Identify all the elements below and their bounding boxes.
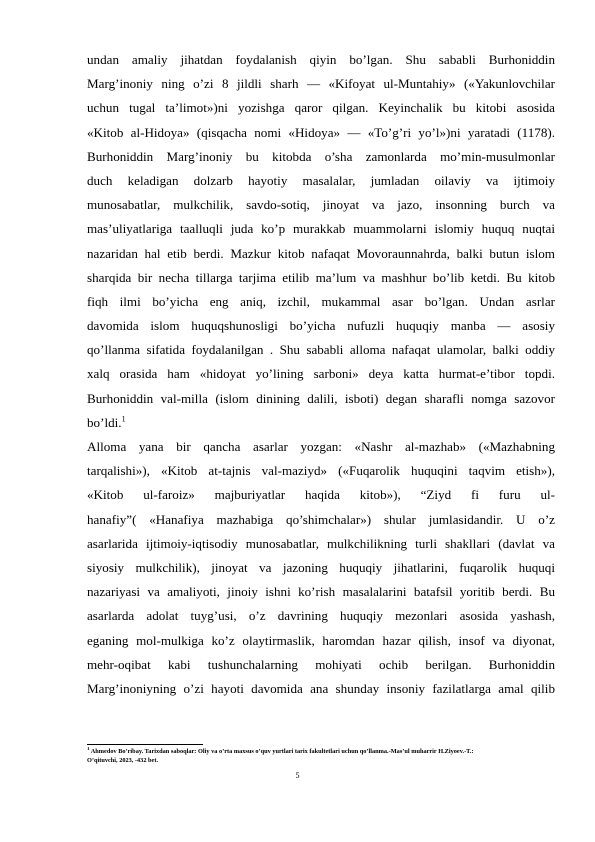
text-line: mehr-oqibat kabi tushunchalarning mohiyati ochib berilgan. Burhoniddin	[87, 656, 555, 672]
main-text	[87, 48, 555, 701]
footnote-text: Ahmedov Bo’ribay. Tarixdan saboqlar: Oliy va o’rta maxsus o’quv yurtlari tarix fakultetlari uchun qo’llanma.-Mas’ul muharrir H.Ziyoev.-T.:	[90, 748, 474, 755]
text-line: hanafiy”( «Hanafiya mazhabiga qo’shimchalar») shular jumlasidandir. U o’z	[87, 511, 555, 527]
footnote-line: O’qituvchi, 2023, -432 bet.	[87, 757, 159, 764]
paragraph-end-text: bo’ldi.	[87, 414, 122, 430]
footnote-number: 1	[87, 747, 90, 752]
footnote	[87, 747, 555, 765]
text-line: mas’uliyatlariga taalluqli juda ko’p murakkab muammolarni islomiy huquq nuqtai	[87, 221, 555, 237]
text-line: Alloma yana bir qancha asarlar yozgan: «Nashr al-mazhab» («Mazhabning	[87, 439, 555, 454]
footnote-separator	[87, 744, 203, 745]
footnote-line	[87, 747, 555, 756]
footnote-reference[interactable]: 1	[121, 414, 126, 424]
text-line: Burhoniddin val-milla (islom dinining dalili, isboti) degan sharafli nomga sazovor	[87, 390, 555, 406]
text-line: sharqida bir necha tillarga tarjima etilib ma’lum va mashhur bo’lib ketdi. Bu kitob	[87, 269, 555, 285]
text-line: qo’llanma sifatida foydalanilgan . Shu sababli alloma nafaqat ulamolar, balki oddiy	[87, 342, 555, 358]
page-number: 5	[295, 771, 300, 780]
text-line: Marg’inoniy ning o’zi 8 jildli sharh — «Kifoyat ul-Muntahiy» («Yakunlovchilar	[87, 76, 555, 92]
text-line: Burhoniddin Marg’inoniy bu kitobda o’sha zamonlarda mo’min-musulmonlar	[87, 148, 555, 164]
text-line: uchun tugal ta’limot»)ni yozishga qaror qilgan. Keyinchalik bu kitobi asosida	[87, 100, 555, 116]
text-line: Marg’inoniyning o’zi hayoti davomida ana shunday insoniy fazilatlarga amal qilib	[87, 680, 555, 696]
text-line: eganing mol-mulkiga ko’z olaytirmaslik, haromdan hazar qilish, insof va diyonat,	[87, 632, 555, 648]
text-line: «Kitob al-Hidoya» (qisqacha nomi «Hidoya» — «To’g’ri yo’l»)ni yaratadi (1178).	[87, 124, 555, 140]
text-line: «Kitob ul-faroiz» majburiyatlar haqida kitob»), “Ziyd fi furu ul-	[87, 487, 555, 503]
text-line: munosabatlar, mulkchilik, savdo-sotiq, jinoyat va jazo, insonning burch va	[87, 197, 555, 213]
text-line: nazariyasi va amaliyoti, jinoiy ishni ko’rish masalalarini batafsil yoritib berdi. Bu	[87, 584, 555, 600]
text-line: fiqh ilmi bo’yicha eng aniq, izchil, mukammal asar bo’lgan. Undan asrlar	[87, 293, 555, 309]
paragraph-end-line	[87, 411, 555, 435]
text-line: xalq orasida ham «hidoyat yo’lining sarboni» deya katta hurmat-e’tibor topdi.	[87, 366, 555, 382]
text-line: davomida islom huquqshunosligi bo’yicha nufuzli huquqiy manba — asosiy	[87, 318, 555, 334]
text-line: duch keladigan dolzarb hayotiy masalalar, jumladan oilaviy va ijtimoiy	[87, 172, 555, 188]
text-line: nazaridan hal etib berdi. Mazkur kitob nafaqat Movoraunnahrda, balki butun islom	[87, 245, 555, 261]
text-line: siyosiy mulkchilik), jinoyat va jazoning huquqiy jihatlarini, fuqarolik huquqi	[87, 559, 555, 575]
text-line: tarqalishi»), «Kitob at-tajnis val-maziyd» («Fuqarolik huquqini taqvim etish»),	[87, 463, 555, 479]
text-line: asarlarda adolat tuyg’usi, o’z davrining huquqiy mezonlari asosida yashash,	[87, 608, 555, 624]
text-line: asarlarida ijtimoiy-iqtisodiy munosabatlar, mulkchilikning turli shakllari (davlat va	[87, 535, 555, 551]
text-line: undan amaliy jihatdan foydalanish qiyin bo’lgan. Shu sababli Burhoniddin	[87, 52, 555, 67]
